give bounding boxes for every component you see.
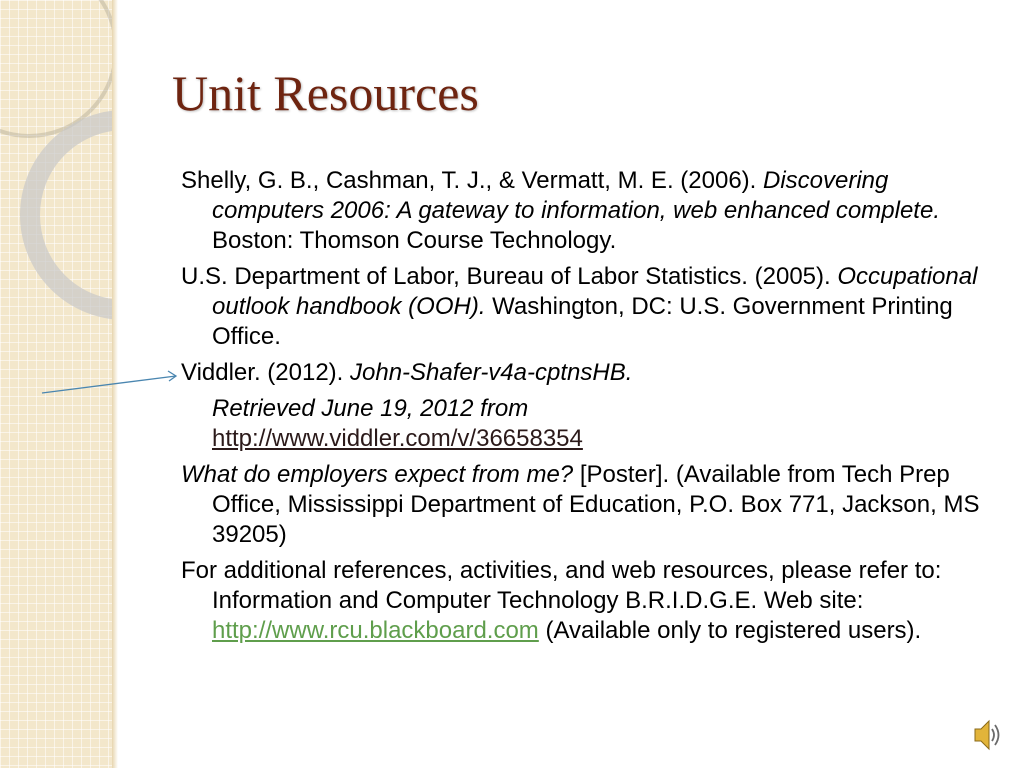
speaker-icon[interactable] (972, 716, 1002, 754)
reference-text: [Poster]. (Available from Tech Prep Office, Mississippi Department of Education, P.O. Box 771, Jackson, MS 39205) (212, 461, 980, 548)
reference-title: Discovering computers 2006: A gateway to information, web enhanced complete. (212, 167, 940, 224)
slide-title: Unit Resources (172, 65, 479, 121)
reference-title: What do employers expect from me? (181, 461, 574, 488)
retrieved-text: Retrieved June 19, 2012 from (212, 395, 529, 422)
reference-shelly (181, 166, 981, 256)
blackboard-link[interactable]: http://www.rcu.blackboard.com (212, 617, 539, 644)
reference-additional (181, 556, 981, 646)
reference-text: Viddler. (2012). (181, 359, 350, 386)
reference-text: For additional references, activities, and web resources, please refer to: Information and Computer Technology B.R.I.D.G.E. Web site: (181, 557, 942, 614)
decorative-circle (20, 110, 112, 320)
reference-text: Washington, DC: U.S. Government Printing Office. (212, 293, 953, 350)
viddler-link[interactable]: http://www.viddler.com/v/36658354 (212, 425, 583, 452)
reference-title: Occupational outlook handbook (OOH). (212, 263, 978, 320)
reference-text: (Available only to registered users). (538, 617, 922, 644)
reference-dol (181, 262, 981, 352)
reference-list (181, 166, 981, 652)
reference-viddler (181, 358, 981, 388)
reference-text: Shelly, G. B., Cashman, T. J., & Vermatt, M. E. (2006). (181, 167, 763, 194)
reference-text: U.S. Department of Labor, Bureau of Labor Statistics. (2005). (181, 263, 838, 290)
reference-text: Boston: Thomson Course Technology. (212, 227, 617, 254)
reference-title: John-Shafer-v4a-cptnsHB. (350, 359, 633, 386)
reference-poster (181, 460, 981, 550)
reference-viddler-retrieved (181, 394, 981, 454)
arrow-right-icon (40, 366, 180, 396)
